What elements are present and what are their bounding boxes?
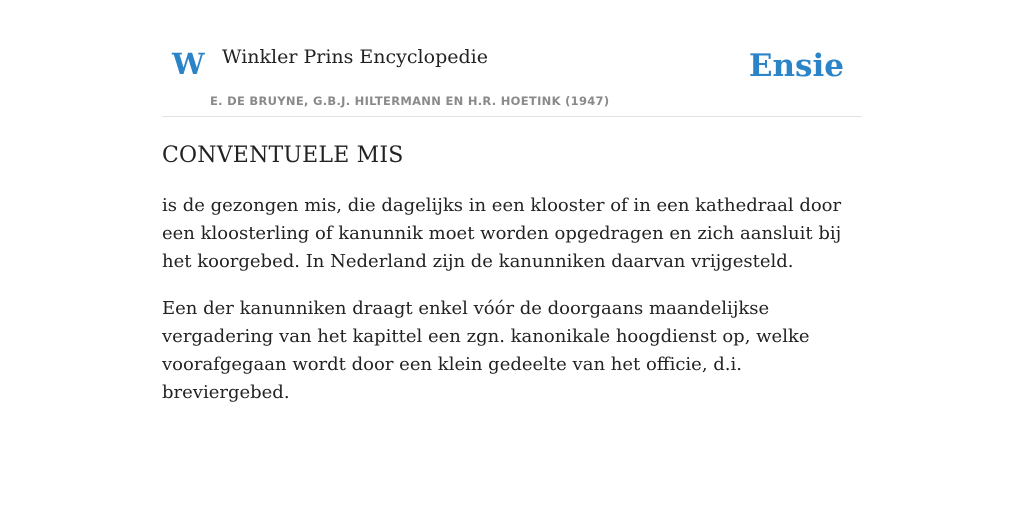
source-logo[interactable]: W [172,47,205,81]
source-authors: E. DE BRUYNE, G.B.J. HILTERMANN EN H.R. HOETINK (1947) [210,94,610,108]
entry-title: CONVENTUELE MIS [162,143,404,168]
entry-paragraph: is de gezongen mis, die dagelijks in een klooster of in een kathedraal door een kloosterling of kanunnik moet worden opgedragen en zich aansluit bij het koorgebed. In Nederland zijn de kanunniken daarvan vrijgesteld. [162,195,842,272]
entry-paragraph: Een der kanunniken draagt enkel vóór de doorgaans maandelijkse vergadering van het kapittel een zgn. kanonikale hoogdienst op, welke voorafgegaan wordt door een klein gedeelte van het officie, d.i. breviergebed. [162,298,810,403]
source-title[interactable]: Winkler Prins Encyclopedie [222,46,488,68]
source-header [162,0,862,117]
article-page [162,0,862,407]
ensie-logo[interactable]: Ensie [748,48,844,84]
entry-body [162,192,862,407]
